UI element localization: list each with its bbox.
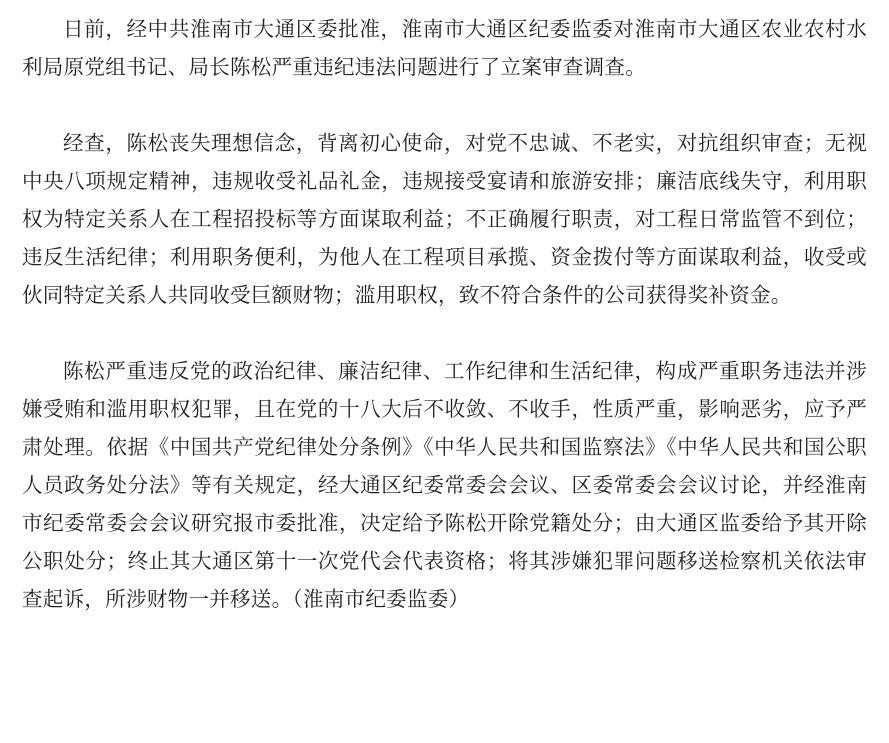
paragraph-disciplinary-decision: 陈松严重违反党的政治纪律、廉洁纪律、工作纪律和生活纪律，构成严重职务违法并涉嫌受贿和滥用职权犯罪，且在党的十八大后不收敛、不收手，性质严重，影响恶劣，应予严肃处理。依据《中国共产党纪律处分条例》《中华人民共和国监察法》《中华人民共和国公职人员政务处分法》等有关规定，经大通区纪委常委会会议、区委常委会会议讨论，并经淮南市纪委常委会会议研究报市委批准，决定给予陈松开除党籍处分；由大通区监委给予其开除公职处分；终止其大通区第十一次党代会代表资格；将其涉嫌犯罪问题移送检察机关依法审查起诉，所涉财物一并移送。（淮南市纪委监委） — [22, 359, 867, 611]
paragraph-investigation-findings: 经查，陈松丧失理想信念，背离初心使命，对党不忠诚、不老实，对抗组织审查；无视中央八项规定精神，违规收受礼品礼金，违规接受宴请和旅游安排；廉洁底线失守，利用职权为特定关系人在工程招投标等方面谋取利益；不正确履行职责，对工程日常监管不到位；违反生活纪律；利用职务便利，为他人在工程项目承揽、资金拨付等方面谋取利益，收受或伙同特定关系人共同收受巨额财物；滥用职权，致不符合条件的公司获得奖补资金。 — [22, 131, 867, 307]
paragraph-case-filing: 日前，经中共淮南市大通区委批准，淮南市大通区纪委监委对淮南市大通区农业农村水利局原党组书记、局长陈松严重违纪违法问题进行了立案审查调查。 — [22, 17, 867, 79]
